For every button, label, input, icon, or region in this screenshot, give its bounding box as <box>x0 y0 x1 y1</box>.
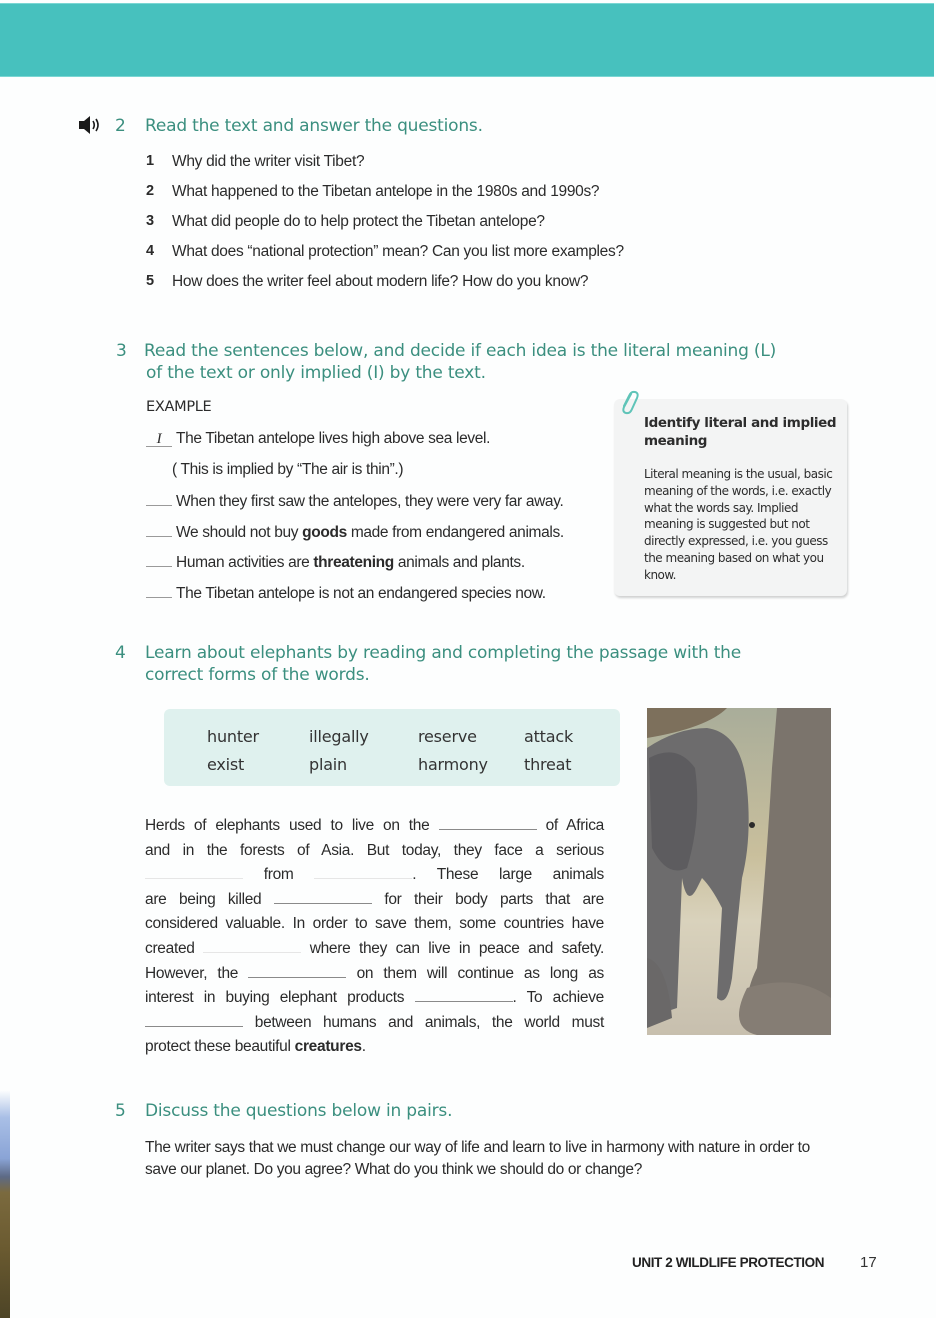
word-bank-item: harmony <box>418 755 488 774</box>
section-number: 4 <box>115 643 126 663</box>
statement-item <box>146 522 564 542</box>
section-title-line1: Read the sentences below, and decide if each idea is the literal meaning (L) <box>144 341 777 361</box>
question-text: What does “national protection” mean? Can you list more examples? <box>172 243 624 260</box>
question-text: What did people do to help protect the Tibetan antelope? <box>172 213 545 230</box>
section-title-line1: Learn about elephants by reading and completing the passage with the <box>145 643 742 663</box>
word-bank-item: illegally <box>309 727 369 746</box>
passage-line: and in the forests of Asia. But today, they face a serious <box>145 841 604 859</box>
passage-line: considered valuable. In order to save them, some countries have <box>145 915 604 933</box>
passage-text: created <box>145 939 195 957</box>
answer-blank[interactable] <box>146 491 172 506</box>
question-text: How does the writer feel about modern life? How do you know? <box>172 273 589 290</box>
fill-in-passage <box>145 814 604 1060</box>
question-text: What happened to the Tibetan antelope in the 1980s and 1990s? <box>172 183 600 200</box>
tip-title: Identify literal and implied meaning <box>644 415 837 449</box>
word-bank-item: attack <box>524 727 574 746</box>
question-number: 4 <box>146 243 154 259</box>
word-bank-item: reserve <box>418 727 477 746</box>
header-band <box>0 3 934 77</box>
statement-item <box>146 491 563 511</box>
page-number: 17 <box>860 1254 877 1271</box>
section-number: 5 <box>115 1101 126 1121</box>
statement-item <box>146 583 546 603</box>
answer-gap[interactable] <box>314 866 412 879</box>
answer-gap[interactable] <box>145 866 243 879</box>
passage-line <box>145 1011 604 1036</box>
example-label: EXAMPLE <box>146 399 212 415</box>
answer-gap[interactable] <box>248 965 346 978</box>
passage-line <box>145 1035 604 1060</box>
answer-blank[interactable]: I <box>146 432 172 447</box>
passage-text: for their body parts that are <box>384 890 604 908</box>
discussion-text: The writer says that we must change our way of life and learn to live in harmony with nature in order to save our planet. Do you agree? What do you think we should do or change? <box>145 1139 810 1178</box>
statement-text: When they first saw the antelopes, they were very far away. <box>176 493 564 510</box>
footer-unit-title: UNIT 2 WILDLIFE PROTECTION <box>632 1255 825 1270</box>
section-number: 3 <box>116 341 127 361</box>
passage-line <box>145 986 604 1011</box>
section-title: Read the text and answer the questions. <box>145 116 483 136</box>
answer-blank[interactable] <box>146 522 172 537</box>
answer-gap[interactable] <box>274 891 372 904</box>
word-bank-item: threat <box>524 755 572 774</box>
answer-blank[interactable] <box>146 552 172 567</box>
passage-text: protect these beautiful <box>145 1038 295 1056</box>
passage-text: Herds of elephants used to live on the <box>145 817 430 834</box>
example-note: ( This is implied by “The air is thin”.) <box>172 461 404 478</box>
passage-text: between humans and animals, the world must <box>254 1013 604 1031</box>
passage-text: of Africa <box>545 817 604 834</box>
statement-item <box>146 552 525 572</box>
answer-blank[interactable] <box>146 583 172 598</box>
question-number: 1 <box>146 153 154 169</box>
answer-gap[interactable] <box>145 1014 243 1027</box>
side-photo-edge <box>0 1090 10 1318</box>
statement-text: We should not buy <box>176 524 303 541</box>
question-text: Why did the writer visit Tibet? <box>172 153 365 170</box>
passage-text: . <box>361 1038 366 1056</box>
statement-text: animals and plants. <box>393 554 525 571</box>
word-bank <box>164 709 620 786</box>
keyword: creatures <box>294 1038 362 1056</box>
word-bank-item: hunter <box>207 727 259 746</box>
section-title-line2: correct forms of the words. <box>145 665 370 685</box>
passage-text: from <box>263 866 294 884</box>
example-statement <box>146 430 490 448</box>
keyword: threatening <box>313 554 394 571</box>
passage-text: are being killed <box>145 890 262 908</box>
keyword: goods <box>302 524 347 541</box>
word-bank-item: plain <box>309 755 347 774</box>
passage-line <box>145 937 604 962</box>
passage-text: on them will continue as long as <box>356 964 604 982</box>
statement-text: The Tibetan antelope is not an endangered species now. <box>176 585 546 602</box>
passage-text: interest in buying elephant products <box>145 989 405 1007</box>
passage-line <box>145 814 604 839</box>
passage-line <box>145 863 604 888</box>
section-title: Discuss the questions below in pairs. <box>145 1101 453 1121</box>
question-number: 3 <box>146 213 154 229</box>
section-title-line2: of the text or only implied (I) by the text. <box>146 363 486 383</box>
answer-gap[interactable] <box>439 817 537 830</box>
passage-text: where they can live in peace and safety. <box>309 939 604 957</box>
elephant-photo <box>647 708 831 1035</box>
passage-line <box>145 962 604 987</box>
passage-text: However, the <box>145 964 239 982</box>
word-bank-item: exist <box>207 755 245 774</box>
paperclip-icon <box>619 390 639 416</box>
statement-text: The Tibetan antelope lives high above sea level. <box>176 430 491 447</box>
section-number: 2 <box>115 116 126 136</box>
statement-text: made from endangered animals. <box>346 524 564 541</box>
question-number: 2 <box>146 183 154 199</box>
passage-text: . To achieve <box>512 989 604 1007</box>
statement-text: Human activities are <box>176 554 314 571</box>
question-number: 5 <box>146 273 154 289</box>
answer-gap[interactable] <box>415 989 513 1002</box>
passage-text: . These large animals <box>412 866 604 884</box>
passage-line <box>145 888 604 913</box>
speaker-icon[interactable] <box>79 116 103 134</box>
tip-body: Literal meaning is the usual, basic meaning of the words, i.e. exactly what the words say. Implied meaning is suggested but not directly expressed, i.e. you guess the meaning based on what you know. <box>644 467 833 582</box>
answer-gap[interactable] <box>203 940 301 953</box>
